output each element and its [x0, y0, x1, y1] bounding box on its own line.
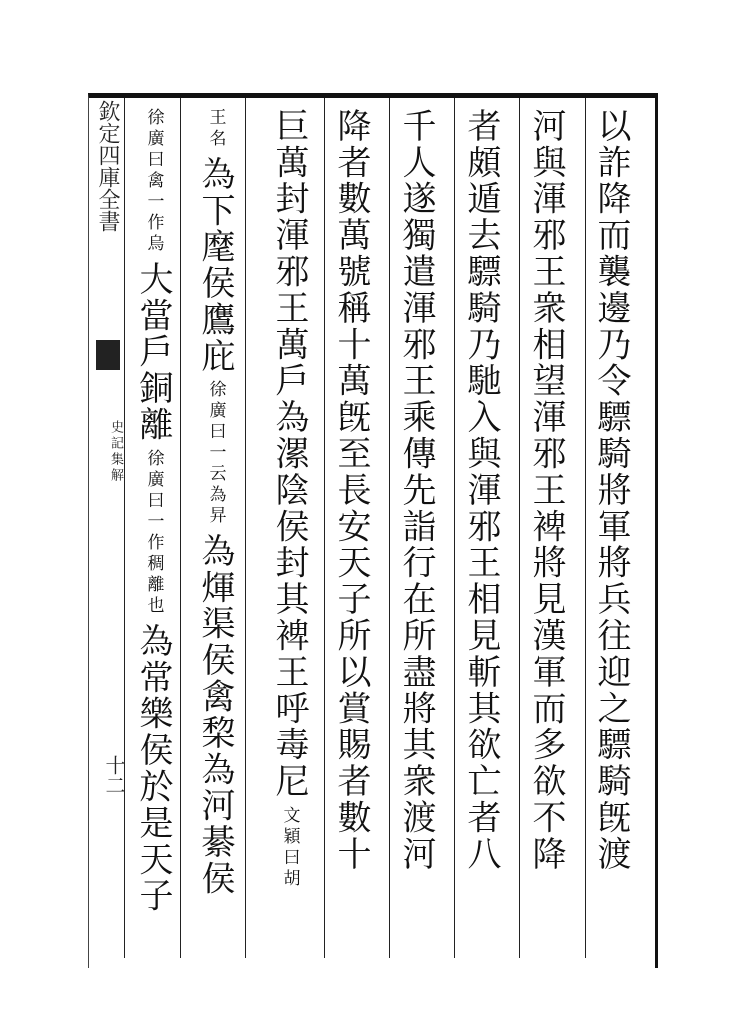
column-rule	[519, 98, 520, 958]
column-main-text: 巨萬封渾邪王萬戶為漯陰侯封其裨王呼毒尼	[269, 108, 309, 800]
text-column-5: 降者數萬號稱十萬旣至長安天子所以賞賜者數十	[331, 108, 371, 873]
page-number: 十二	[102, 755, 126, 795]
column-rule	[245, 98, 246, 958]
text-column-1: 以詐降而襲邊乃令驃騎將軍將兵往迎之驃騎旣渡	[591, 108, 631, 873]
column-rule	[454, 98, 455, 958]
text-column-2: 河與渾邪王衆相望渾邪王裨將見漢軍而多欲不降	[526, 108, 566, 873]
column-main-text: 大當戶銅離	[133, 261, 173, 443]
text-column-6	[254, 108, 324, 890]
text-column-4: 千人遂獨遣渾邪王乘傳先詣行在所盡將其衆渡河	[396, 108, 436, 873]
text-column-7	[186, 108, 244, 897]
text-column-3: 者頗遁去驃騎乃馳入與渾邪王相見斬其欲亡者八	[461, 108, 501, 873]
column-rule	[585, 98, 586, 958]
column-rule	[324, 98, 325, 958]
book-title: 欽定四庫全書	[95, 100, 120, 232]
folio-label: 史記集解	[108, 420, 123, 484]
column-rule	[124, 98, 125, 958]
column-main-text: 為下麾侯鷹庇	[195, 156, 235, 375]
column-main-text: 為煇渠侯禽棃為河綦侯	[195, 533, 235, 898]
column-annotation: 文穎曰胡	[279, 805, 300, 890]
text-column-8	[128, 108, 178, 914]
column-main-text: 為常樂侯於是天子	[133, 623, 173, 915]
column-rule	[180, 98, 181, 958]
column-rule	[389, 98, 390, 958]
fish-tail-mark	[96, 340, 120, 370]
column-annotation: 王名	[205, 108, 226, 150]
column-annotation: 徐廣曰禽一作烏	[143, 108, 164, 255]
column-annotation: 徐廣曰一云為㫒	[205, 380, 226, 528]
column-annotation: 徐廣曰一作稠離也	[143, 449, 164, 617]
